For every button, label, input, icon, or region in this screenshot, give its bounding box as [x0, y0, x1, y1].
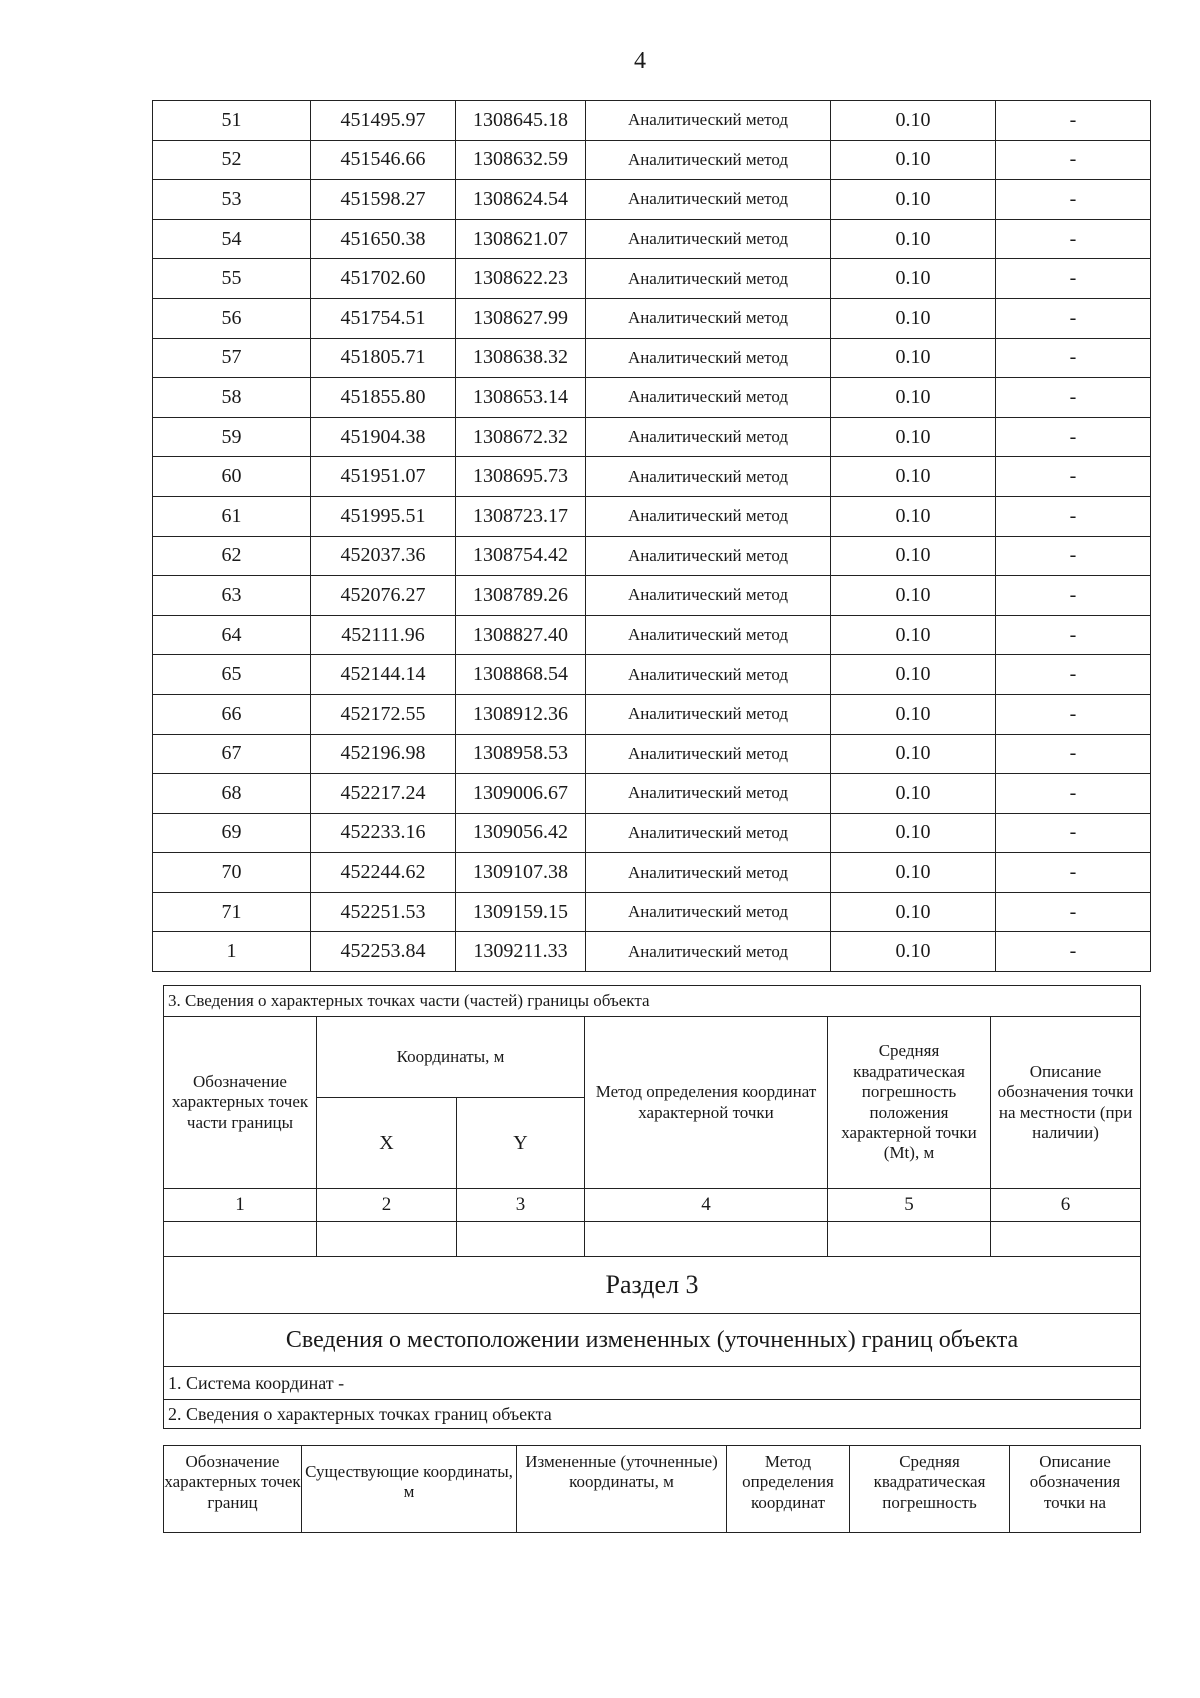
table-row	[153, 457, 1151, 497]
coord-x: 452144.14	[311, 655, 456, 695]
section-title: Сведения о местоположении измененных (уточненных) границ объекта	[164, 1314, 1141, 1367]
coord-y: 1308645.18	[456, 101, 586, 141]
boundary-points-table	[152, 100, 1151, 972]
empty-cell	[828, 1222, 991, 1257]
col-header-y: Y	[457, 1098, 585, 1189]
table-row	[153, 694, 1151, 734]
mean-error: 0.10	[831, 615, 996, 655]
mean-error: 0.10	[831, 140, 996, 180]
coord-y: 1308912.36	[456, 694, 586, 734]
col-header-coords: Координаты, м	[317, 1017, 585, 1098]
method: Аналитический метод	[586, 774, 831, 814]
description: -	[996, 536, 1151, 576]
mean-error: 0.10	[831, 853, 996, 893]
point-number: 52	[153, 140, 311, 180]
s3-header-method: Метод определения координат	[727, 1446, 850, 1533]
table-row	[153, 298, 1151, 338]
method: Аналитический метод	[586, 378, 831, 418]
mean-error: 0.10	[831, 219, 996, 259]
description: -	[996, 180, 1151, 220]
empty-cell	[991, 1222, 1141, 1257]
point-number: 62	[153, 536, 311, 576]
point-number: 51	[153, 101, 311, 141]
table-row	[153, 655, 1151, 695]
description: -	[996, 338, 1151, 378]
method: Аналитический метод	[586, 417, 831, 457]
method: Аналитический метод	[586, 536, 831, 576]
coord-x: 452244.62	[311, 853, 456, 893]
coord-y: 1308627.99	[456, 298, 586, 338]
table-row	[153, 576, 1151, 616]
point-number: 66	[153, 694, 311, 734]
description: -	[996, 140, 1151, 180]
method: Аналитический метод	[586, 734, 831, 774]
method: Аналитический метод	[586, 892, 831, 932]
table-row	[153, 734, 1151, 774]
description: -	[996, 259, 1151, 299]
mean-error: 0.10	[831, 932, 996, 972]
coord-y: 1308621.07	[456, 219, 586, 259]
page-number: 4	[634, 48, 646, 74]
description: -	[996, 378, 1151, 418]
s3-header-desc: Описание обозначения точки на	[1010, 1446, 1141, 1533]
description: -	[996, 694, 1151, 734]
coord-x: 451951.07	[311, 457, 456, 497]
coord-y: 1308622.23	[456, 259, 586, 299]
col-header-desc: Описание обозначения точки на местности (при наличии)	[991, 1017, 1141, 1189]
mean-error: 0.10	[831, 417, 996, 457]
method: Аналитический метод	[586, 655, 831, 695]
method: Аналитический метод	[586, 694, 831, 734]
coord-y: 1309006.67	[456, 774, 586, 814]
table-row	[153, 259, 1151, 299]
coord-x: 452217.24	[311, 774, 456, 814]
coord-x: 451702.60	[311, 259, 456, 299]
empty-cell	[457, 1222, 585, 1257]
method: Аналитический метод	[586, 180, 831, 220]
coord-x: 451904.38	[311, 417, 456, 457]
point-number: 54	[153, 219, 311, 259]
boundary-points-body	[153, 101, 1151, 972]
empty-cell	[585, 1222, 828, 1257]
part-boundary-table	[163, 985, 1141, 1429]
point-number: 70	[153, 853, 311, 893]
description: -	[996, 813, 1151, 853]
col-number-2: 2	[317, 1189, 457, 1222]
empty-row	[164, 1222, 1141, 1257]
point-number: 56	[153, 298, 311, 338]
method: Аналитический метод	[586, 615, 831, 655]
method: Аналитический метод	[586, 496, 831, 536]
coord-x: 451598.27	[311, 180, 456, 220]
table-row	[153, 180, 1151, 220]
coord-x: 452233.16	[311, 813, 456, 853]
col-number-5: 5	[828, 1189, 991, 1222]
description: -	[996, 298, 1151, 338]
col-header-x: X	[317, 1098, 457, 1189]
coord-x: 451805.71	[311, 338, 456, 378]
method: Аналитический метод	[586, 457, 831, 497]
mean-error: 0.10	[831, 734, 996, 774]
method: Аналитический метод	[586, 813, 831, 853]
coord-x: 452172.55	[311, 694, 456, 734]
point-number: 55	[153, 259, 311, 299]
coord-y: 1309056.42	[456, 813, 586, 853]
points-caption: 2. Сведения о характерных точках границ объекта	[164, 1400, 1141, 1429]
col-header-mt: Средняя квадратическая погрешность положения характерной точки (Mt), м	[828, 1017, 991, 1189]
table-row	[153, 417, 1151, 457]
coord-y: 1308958.53	[456, 734, 586, 774]
point-number: 53	[153, 180, 311, 220]
coord-y: 1309211.33	[456, 932, 586, 972]
coord-y: 1308653.14	[456, 378, 586, 418]
mean-error: 0.10	[831, 378, 996, 418]
method: Аналитический метод	[586, 338, 831, 378]
coord-x: 452196.98	[311, 734, 456, 774]
mean-error: 0.10	[831, 338, 996, 378]
coord-y: 1308827.40	[456, 615, 586, 655]
table-row	[153, 378, 1151, 418]
description: -	[996, 417, 1151, 457]
table-row	[153, 536, 1151, 576]
coord-y: 1308638.32	[456, 338, 586, 378]
point-number: 64	[153, 615, 311, 655]
table-row	[153, 101, 1151, 141]
method: Аналитический метод	[586, 140, 831, 180]
col-number-6: 6	[991, 1189, 1141, 1222]
mean-error: 0.10	[831, 180, 996, 220]
s3-header-mt: Средняя квадратическая погрешность	[850, 1446, 1010, 1533]
coord-y: 1308868.54	[456, 655, 586, 695]
coord-y: 1308695.73	[456, 457, 586, 497]
coord-y: 1308723.17	[456, 496, 586, 536]
point-number: 57	[153, 338, 311, 378]
point-number: 65	[153, 655, 311, 695]
point-number: 60	[153, 457, 311, 497]
s3-header-point: Обозначение характерных точек границ	[164, 1446, 302, 1533]
table-row	[153, 219, 1151, 259]
s3-header-changed: Измененные (уточненные) координаты, м	[517, 1446, 727, 1533]
col-number-3: 3	[457, 1189, 585, 1222]
coord-y: 1308632.59	[456, 140, 586, 180]
mean-error: 0.10	[831, 655, 996, 695]
method: Аналитический метод	[586, 576, 831, 616]
col-header-method: Метод определения координат характерной точки	[585, 1017, 828, 1189]
mean-error: 0.10	[831, 576, 996, 616]
coordinate-system: 1. Система координат -	[164, 1367, 1141, 1400]
coord-x: 451546.66	[311, 140, 456, 180]
description: -	[996, 734, 1151, 774]
table-row	[153, 774, 1151, 814]
coord-x: 452253.84	[311, 932, 456, 972]
coord-y: 1308754.42	[456, 536, 586, 576]
mean-error: 0.10	[831, 694, 996, 734]
description: -	[996, 615, 1151, 655]
point-number: 58	[153, 378, 311, 418]
empty-cell	[164, 1222, 317, 1257]
part-section-caption: 3. Сведения о характерных точках части (частей) границы объекта	[164, 986, 1141, 1017]
coord-x: 452037.36	[311, 536, 456, 576]
s3-header-existing: Существующие координаты, м	[302, 1446, 517, 1533]
coord-x: 451995.51	[311, 496, 456, 536]
coord-x: 452076.27	[311, 576, 456, 616]
table-row	[153, 853, 1151, 893]
point-number: 71	[153, 892, 311, 932]
coord-y: 1308789.26	[456, 576, 586, 616]
table-row	[153, 140, 1151, 180]
description: -	[996, 853, 1151, 893]
method: Аналитический метод	[586, 259, 831, 299]
mean-error: 0.10	[831, 536, 996, 576]
description: -	[996, 101, 1151, 141]
point-number: 69	[153, 813, 311, 853]
mean-error: 0.10	[831, 496, 996, 536]
section-heading: Раздел 3	[164, 1257, 1141, 1314]
col-number-1: 1	[164, 1189, 317, 1222]
mean-error: 0.10	[831, 259, 996, 299]
coord-x: 451495.97	[311, 101, 456, 141]
description: -	[996, 496, 1151, 536]
table-row	[153, 932, 1151, 972]
coord-x: 451754.51	[311, 298, 456, 338]
mean-error: 0.10	[831, 774, 996, 814]
coord-x: 452111.96	[311, 615, 456, 655]
table-row	[153, 615, 1151, 655]
mean-error: 0.10	[831, 457, 996, 497]
changed-boundary-table	[163, 1445, 1141, 1533]
point-number: 1	[153, 932, 311, 972]
table-row	[153, 892, 1151, 932]
col-header-point: Обозначение характерных точек части границы	[164, 1017, 317, 1189]
mean-error: 0.10	[831, 298, 996, 338]
description: -	[996, 774, 1151, 814]
description: -	[996, 457, 1151, 497]
method: Аналитический метод	[586, 298, 831, 338]
method: Аналитический метод	[586, 932, 831, 972]
coord-y: 1308672.32	[456, 417, 586, 457]
description: -	[996, 655, 1151, 695]
coord-y: 1308624.54	[456, 180, 586, 220]
coord-y: 1309159.15	[456, 892, 586, 932]
table-row	[153, 338, 1151, 378]
method: Аналитический метод	[586, 219, 831, 259]
point-number: 68	[153, 774, 311, 814]
point-number: 63	[153, 576, 311, 616]
coord-x: 452251.53	[311, 892, 456, 932]
coord-x: 451650.38	[311, 219, 456, 259]
coord-y: 1309107.38	[456, 853, 586, 893]
description: -	[996, 576, 1151, 616]
point-number: 59	[153, 417, 311, 457]
coord-x: 451855.80	[311, 378, 456, 418]
mean-error: 0.10	[831, 813, 996, 853]
table-row	[153, 813, 1151, 853]
description: -	[996, 932, 1151, 972]
method: Аналитический метод	[586, 853, 831, 893]
description: -	[996, 892, 1151, 932]
method: Аналитический метод	[586, 101, 831, 141]
empty-cell	[317, 1222, 457, 1257]
description: -	[996, 219, 1151, 259]
point-number: 61	[153, 496, 311, 536]
col-number-4: 4	[585, 1189, 828, 1222]
mean-error: 0.10	[831, 101, 996, 141]
point-number: 67	[153, 734, 311, 774]
table-row	[153, 496, 1151, 536]
mean-error: 0.10	[831, 892, 996, 932]
